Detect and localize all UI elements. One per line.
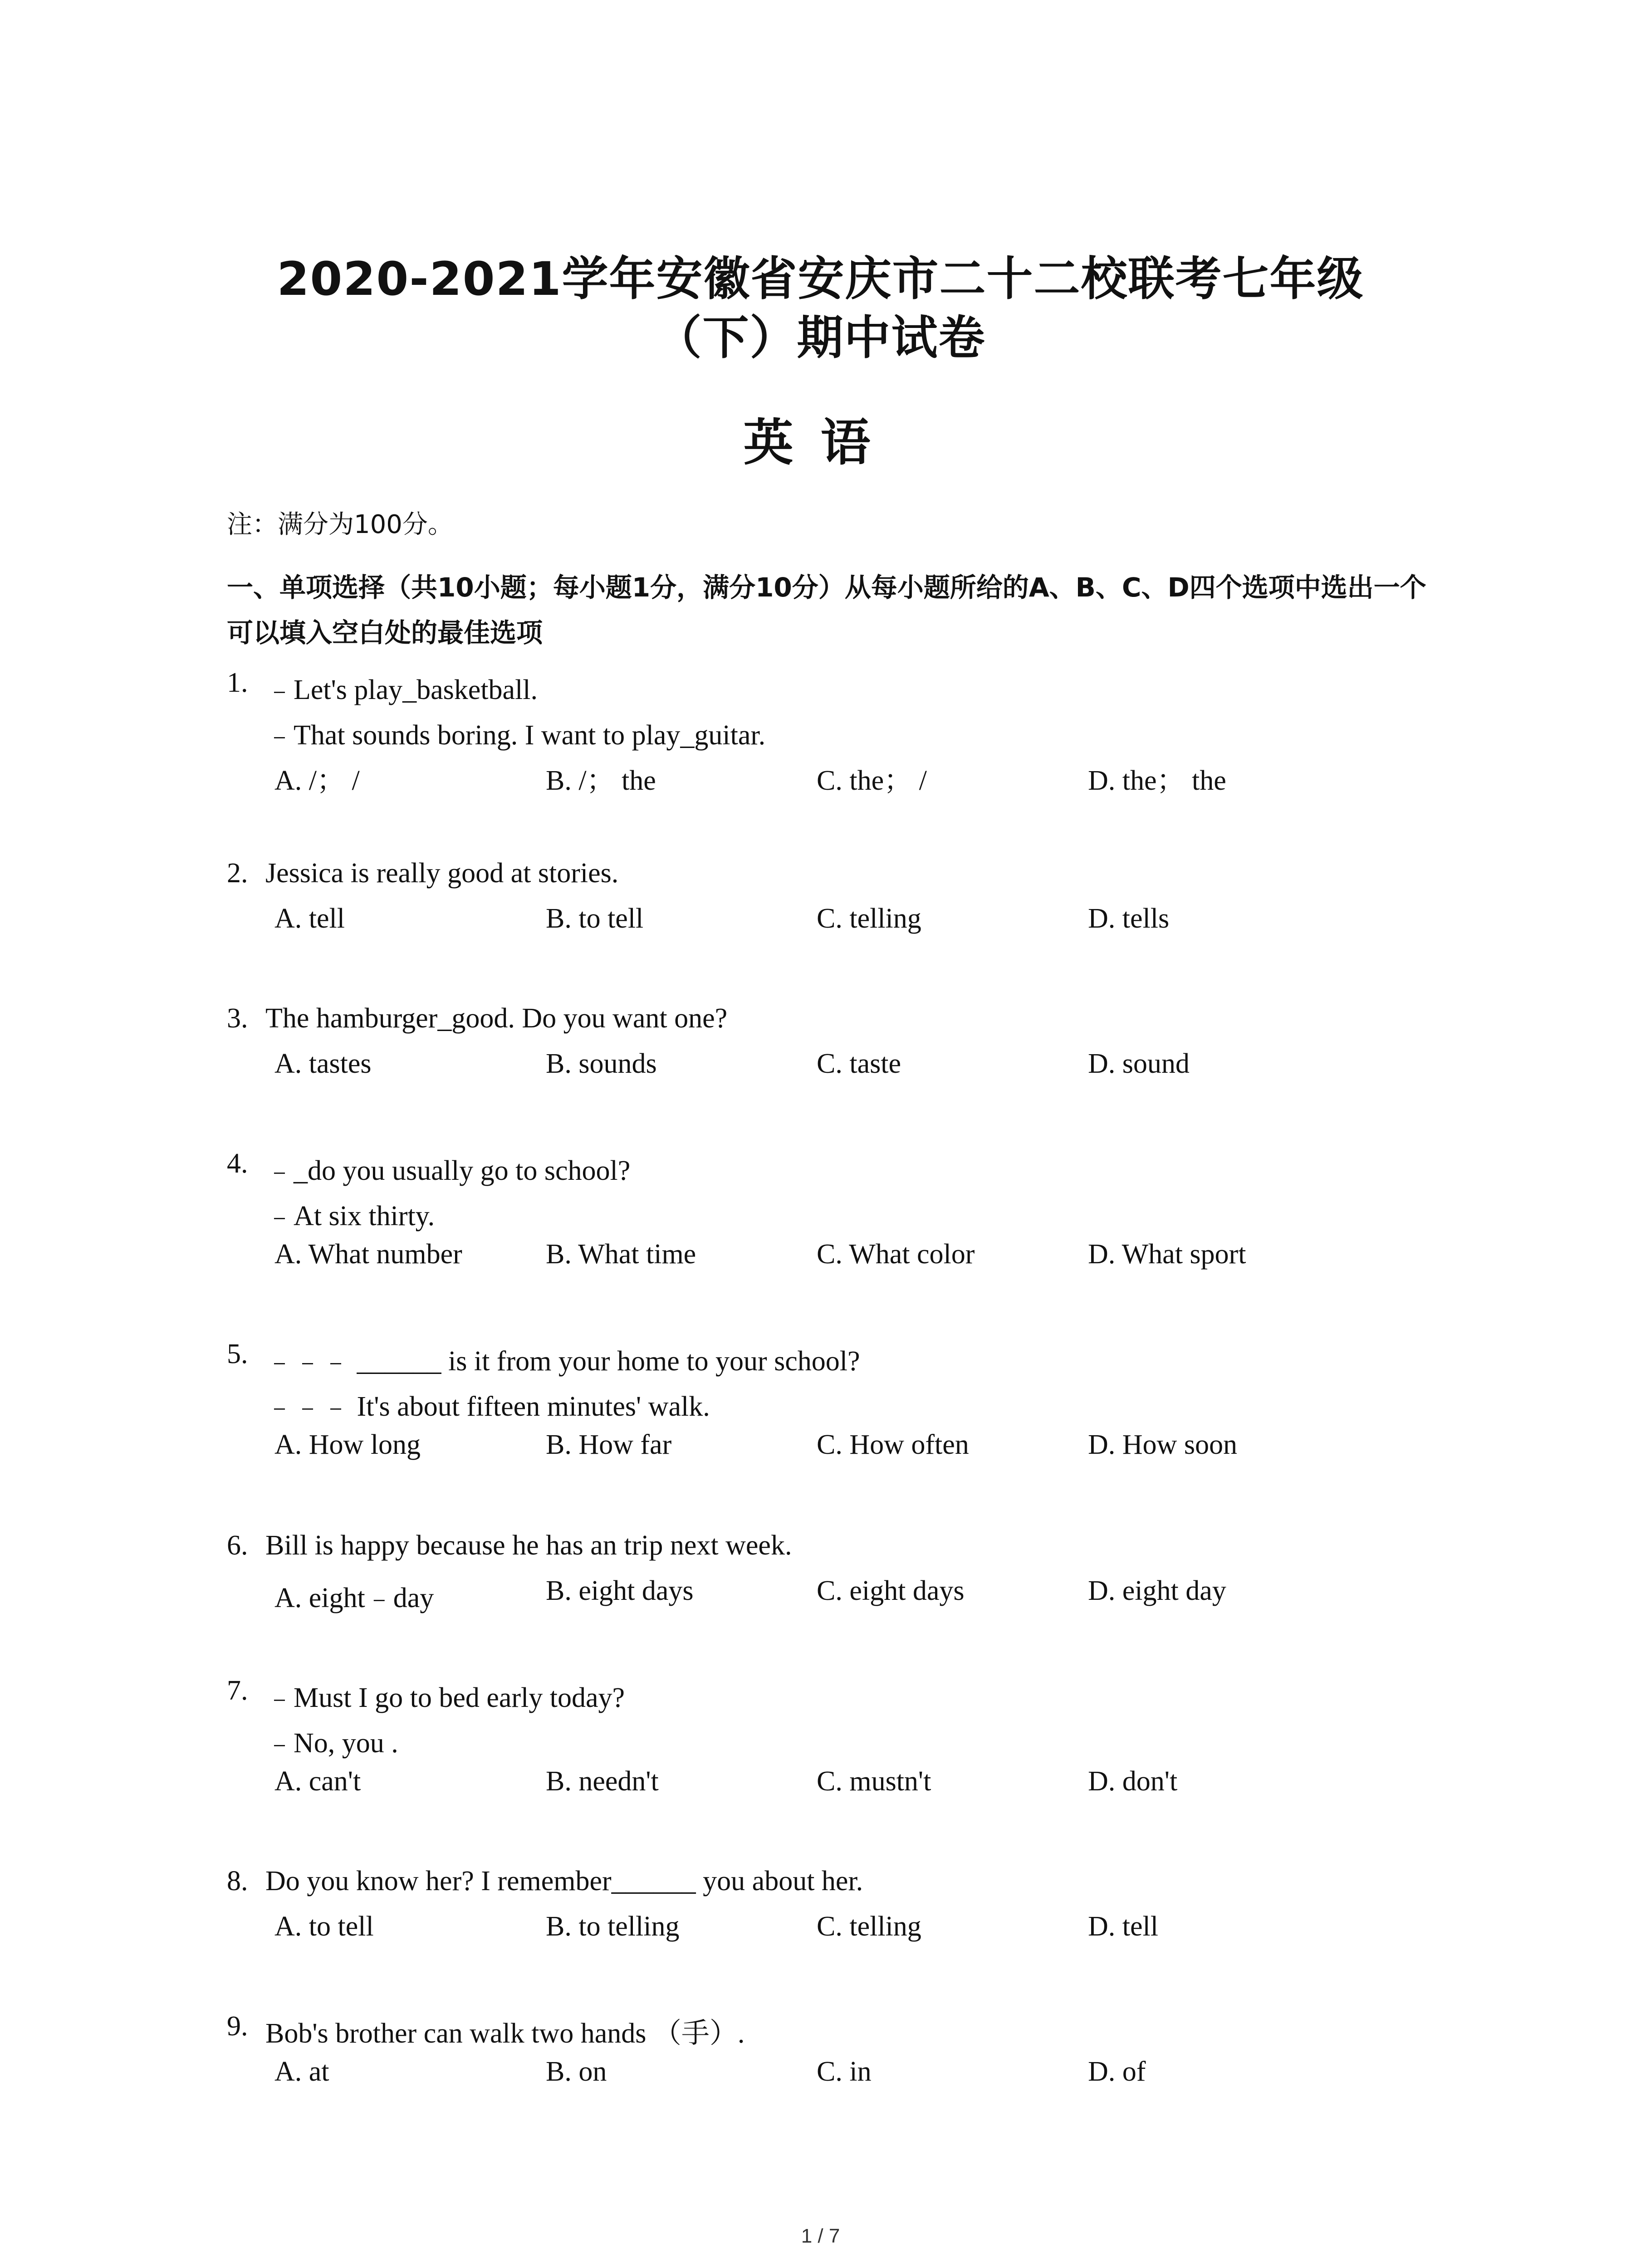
question-stem-line: ﹣Must I go to bed early today? — [265, 1682, 625, 1713]
question-number: 8. — [227, 1866, 248, 1897]
option-c: C. in — [817, 2056, 872, 2087]
option-a: A. /； / — [274, 765, 360, 796]
question-number: 3. — [227, 1003, 248, 1034]
section-heading-multiple-choice: 一、单项选择（共10小题；每小题1分，满分10分）从每小题所给的A、B、C、D四个选项中选出一个可以填入空白处的最佳选项 — [227, 572, 1426, 648]
option-a: A. What number — [274, 1239, 462, 1270]
option-a: A. can't — [274, 1766, 361, 1797]
question-stem-line: ﹣That sounds boring. I want to play_guitar. — [265, 720, 766, 751]
option-d: D. don't — [1088, 1766, 1178, 1797]
option-b: B. on — [546, 2056, 607, 2087]
option-b: B. eight days — [546, 1575, 694, 1606]
question-number: 7. — [227, 1675, 248, 1706]
question-stem-line: Jessica is really good at stories. — [265, 858, 619, 889]
question-stem-line: ﹣﹣﹣ It's about fifteen minutes' walk. — [265, 1391, 710, 1422]
option-b: B. What time — [546, 1239, 696, 1270]
option-c: C. eight days — [817, 1575, 965, 1606]
question-stem-line: ﹣At six thirty. — [265, 1201, 435, 1232]
option-b: B. How far — [546, 1429, 672, 1460]
option-c: C. How often — [817, 1429, 969, 1460]
option-b: B. to telling — [546, 1911, 680, 1942]
option-d: D. the； the — [1088, 765, 1226, 796]
option-d: D. sound — [1088, 1048, 1190, 1079]
option-c: C. the； / — [817, 765, 927, 796]
question-stem-line: Bob's brother can walk two hands （手）. — [265, 2018, 745, 2049]
option-c: C. What color — [817, 1239, 975, 1270]
option-a: A. How long — [274, 1429, 421, 1460]
option-d: D. of — [1088, 2056, 1146, 2087]
question-stem-line: ﹣No, you . — [265, 1728, 398, 1759]
question-stem-line: ﹣Let's play_basketball. — [265, 675, 538, 705]
option-a: A. eight﹣day — [274, 1583, 434, 1613]
option-c: C. mustn't — [817, 1766, 931, 1797]
exam-title-line2: （下）期中试卷 — [655, 311, 986, 365]
question-stem-line: ﹣_do you usually go to school? — [265, 1155, 631, 1186]
option-c: C. telling — [817, 1911, 921, 1942]
option-b: B. /； the — [546, 765, 656, 796]
question-stem-line: Bill is happy because he has an trip next week. — [265, 1530, 792, 1561]
option-d: D. eight day — [1088, 1575, 1226, 1606]
exam-title-line1: 2020-2021学年安徽省安庆市二十二校联考七年级 — [277, 252, 1364, 306]
option-b: B. sounds — [546, 1048, 657, 1079]
subject-heading: 英语 — [743, 414, 898, 472]
option-c: C. telling — [817, 903, 921, 934]
option-d: D. tells — [1088, 903, 1170, 934]
option-d: D. How soon — [1088, 1429, 1237, 1460]
option-a: A. tastes — [274, 1048, 372, 1079]
question-stem-line: ﹣﹣﹣ ______ is it from your home to your school? — [265, 1346, 860, 1377]
option-b: B. needn't — [546, 1766, 659, 1797]
question-stem-line: The hamburger_good. Do you want one? — [265, 1003, 728, 1034]
question-stem-line: Do you know her? I remember______ you about her. — [265, 1866, 863, 1897]
option-a: A. tell — [274, 903, 345, 934]
question-number: 5. — [227, 1339, 248, 1369]
option-a: A. to tell — [274, 1911, 374, 1942]
question-number: 9. — [227, 2011, 248, 2042]
option-a: A. at — [274, 2056, 329, 2087]
option-d: D. What sport — [1088, 1239, 1246, 1270]
question-number: 2. — [227, 858, 248, 889]
question-number: 1. — [227, 667, 248, 698]
question-number: 4. — [227, 1148, 248, 1179]
option-b: B. to tell — [546, 903, 644, 934]
option-c: C. taste — [817, 1048, 901, 1079]
page-number: 1 / 7 — [801, 2225, 840, 2247]
option-d: D. tell — [1088, 1911, 1158, 1942]
question-number: 6. — [227, 1530, 248, 1561]
score-note: 注：满分为100分。 — [227, 510, 453, 539]
